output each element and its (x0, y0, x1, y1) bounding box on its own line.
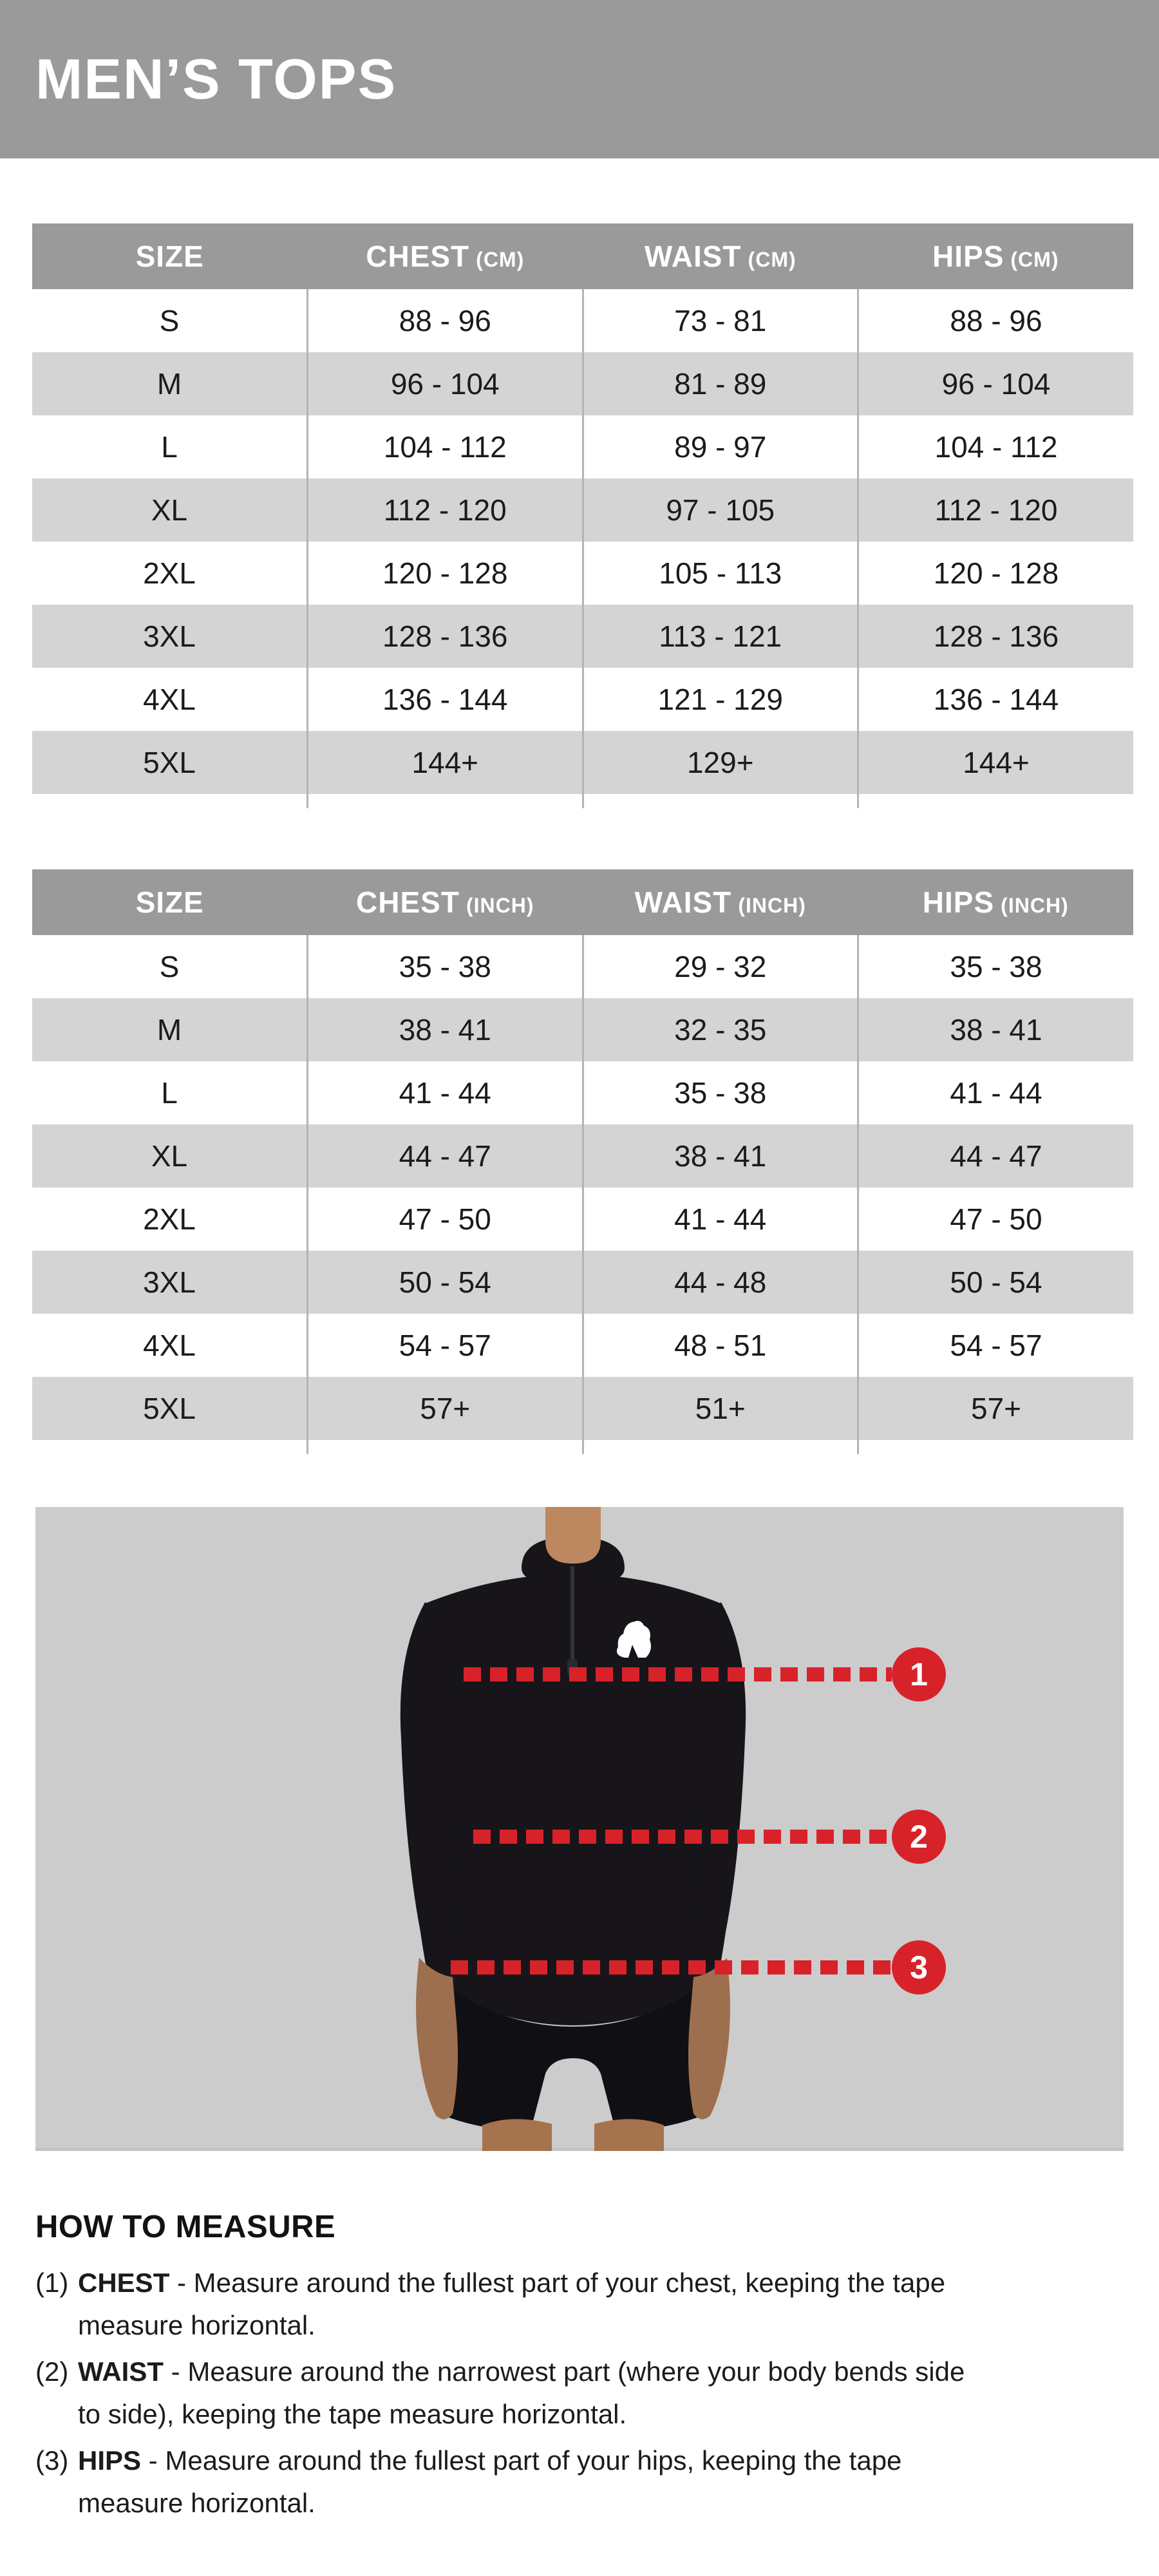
unit-label: (INCH) (1001, 894, 1069, 917)
hips-cell: 120 - 128 (858, 542, 1134, 605)
hips-cell: 54 - 57 (858, 1314, 1134, 1377)
left-leg-skin (482, 2119, 552, 2151)
hips-cell: 96 - 104 (858, 352, 1134, 415)
waist-cell: 121 - 129 (583, 668, 858, 731)
item-term: WAIST (78, 2356, 164, 2387)
waist-cell: 129+ (583, 731, 858, 794)
size-cell: M (156, 1013, 182, 1046)
chest-cell: 104 - 112 (308, 415, 583, 478)
marker-badge-waist: 2 (892, 1810, 946, 1864)
size-cell: S (159, 304, 180, 337)
table-row (32, 415, 1133, 478)
hips-cell: 47 - 50 (858, 1188, 1134, 1251)
table-header-row (32, 869, 1133, 935)
size-cell: 3XL (143, 1265, 196, 1299)
waist-cell: 105 - 113 (583, 542, 858, 605)
hips-cell: 104 - 112 (858, 415, 1134, 478)
size-cell: 5XL (143, 1392, 196, 1425)
chest-cell: 128 - 136 (308, 605, 583, 668)
size-cell: M (156, 367, 182, 401)
item-text (78, 2262, 988, 2347)
size-cell: 4XL (143, 683, 196, 716)
waist-cell: 32 - 35 (583, 998, 858, 1061)
hips-cell: 128 - 136 (858, 605, 1134, 668)
waist-cell: 35 - 38 (583, 1061, 858, 1124)
column-header-hips: HIPS (INCH) (858, 869, 1134, 935)
model-photo (35, 1507, 1124, 2151)
table-row (32, 668, 1133, 731)
item-description: - Measure around the fullest part of your hips, keeping the tape measure horizontal. (78, 2445, 902, 2518)
column-header-hips: HIPS (CM) (858, 223, 1134, 289)
waist-measure-line (473, 1830, 892, 1844)
neck-skin (545, 1507, 601, 1564)
item-text (78, 2439, 988, 2524)
item-description: - Measure around the narrowest part (where your body bends side to side), keeping the tape measure horizontal. (78, 2356, 965, 2429)
hips-cell: 144+ (858, 731, 1134, 794)
table-row (32, 605, 1133, 668)
model-silhouette (35, 1507, 1124, 2151)
table-row (32, 1377, 1133, 1440)
size-cell: 5XL (143, 746, 196, 779)
size-cell: S (159, 950, 180, 983)
page-title: MEN’S TOPS (35, 47, 397, 111)
size-table-inch (32, 869, 1133, 1454)
unit-label: (INCH) (738, 894, 806, 917)
item-description: - Measure around the fullest part of your chest, keeping the tape measure horizontal. (78, 2268, 946, 2340)
table-row (32, 1314, 1133, 1377)
hips-cell: 112 - 120 (858, 478, 1134, 542)
chest-cell: 54 - 57 (308, 1314, 583, 1377)
size-cell: 2XL (143, 556, 196, 590)
column-header-waist: WAIST (INCH) (583, 869, 858, 935)
hips-cell: 57+ (858, 1377, 1134, 1440)
column-header-size: SIZE (32, 223, 308, 289)
table-row (32, 731, 1133, 794)
size-cell: L (161, 1076, 178, 1110)
table-row (32, 352, 1133, 415)
title-banner (0, 0, 1159, 158)
chest-cell: 47 - 50 (308, 1188, 583, 1251)
item-number: (2) (35, 2356, 69, 2387)
chest-cell: 41 - 44 (308, 1061, 583, 1124)
how-to-measure-section (35, 2209, 988, 2528)
chest-cell: 44 - 47 (308, 1124, 583, 1188)
measure-item-waist (35, 2351, 988, 2436)
table-row (32, 1251, 1133, 1314)
column-header-chest: CHEST (INCH) (308, 869, 583, 935)
hips-cell: 35 - 38 (858, 935, 1134, 998)
waist-cell: 48 - 51 (583, 1314, 858, 1377)
measure-item-hips (35, 2439, 988, 2524)
unit-label: (CM) (748, 248, 796, 271)
chest-cell: 50 - 54 (308, 1251, 583, 1314)
hips-cell: 136 - 144 (858, 668, 1134, 731)
waist-cell: 73 - 81 (583, 289, 858, 352)
table-row (32, 478, 1133, 542)
size-cell: L (161, 430, 178, 464)
hips-measure-line (451, 1960, 892, 1975)
chest-cell: 112 - 120 (308, 478, 583, 542)
chest-cell: 57+ (308, 1377, 583, 1440)
table-header-row (32, 223, 1133, 289)
hips-cell: 38 - 41 (858, 998, 1134, 1061)
waist-cell: 41 - 44 (583, 1188, 858, 1251)
unit-label: (CM) (1010, 248, 1059, 271)
hips-cell: 50 - 54 (858, 1251, 1134, 1314)
hips-cell: 88 - 96 (858, 289, 1134, 352)
unit-label: (INCH) (466, 894, 534, 917)
column-header-chest: CHEST (CM) (308, 223, 583, 289)
chest-cell: 96 - 104 (308, 352, 583, 415)
waist-cell: 89 - 97 (583, 415, 858, 478)
chest-cell: 120 - 128 (308, 542, 583, 605)
left-hand-skin (416, 1958, 458, 2119)
table-row (32, 542, 1133, 605)
right-leg-skin (594, 2119, 664, 2151)
waist-cell: 113 - 121 (583, 605, 858, 668)
table-row (32, 1124, 1133, 1188)
size-cell: XL (151, 1139, 188, 1173)
chest-cell: 136 - 144 (308, 668, 583, 731)
table-footer-spacer (32, 1440, 1133, 1454)
waist-cell: 29 - 32 (583, 935, 858, 998)
zipper (570, 1566, 574, 1663)
waist-cell: 51+ (583, 1377, 858, 1440)
chest-cell: 35 - 38 (308, 935, 583, 998)
chest-cell: 88 - 96 (308, 289, 583, 352)
table-row (32, 1061, 1133, 1124)
size-table-cm (32, 223, 1133, 808)
unit-label: (CM) (476, 248, 525, 271)
how-to-measure-title: HOW TO MEASURE (35, 2210, 336, 2244)
size-cell: 3XL (143, 620, 196, 653)
waist-cell: 44 - 48 (583, 1251, 858, 1314)
measure-item-chest (35, 2262, 988, 2347)
marker-badge-chest: 1 (892, 1647, 946, 1701)
table-footer-spacer (32, 794, 1133, 808)
marker-badge-hips: 3 (892, 1940, 946, 1994)
waist-cell: 81 - 89 (583, 352, 858, 415)
table-row (32, 1188, 1133, 1251)
size-cell: 4XL (143, 1329, 196, 1362)
item-term: HIPS (78, 2445, 142, 2476)
table-row (32, 935, 1133, 998)
column-header-size: SIZE (32, 869, 308, 935)
hips-cell: 41 - 44 (858, 1061, 1134, 1124)
item-text (78, 2351, 988, 2436)
table-row (32, 289, 1133, 352)
waist-cell: 38 - 41 (583, 1124, 858, 1188)
table-row (32, 998, 1133, 1061)
chest-cell: 38 - 41 (308, 998, 583, 1061)
size-cell: XL (151, 493, 188, 527)
right-hand-skin (688, 1958, 730, 2119)
waist-cell: 97 - 105 (583, 478, 858, 542)
chest-cell: 144+ (308, 731, 583, 794)
item-number: (3) (35, 2445, 69, 2476)
chest-measure-line (464, 1667, 892, 1681)
hips-cell: 44 - 47 (858, 1124, 1134, 1188)
size-cell: 2XL (143, 1202, 196, 1236)
column-header-waist: WAIST (CM) (583, 223, 858, 289)
item-number: (1) (35, 2268, 69, 2298)
item-term: CHEST (78, 2268, 170, 2298)
